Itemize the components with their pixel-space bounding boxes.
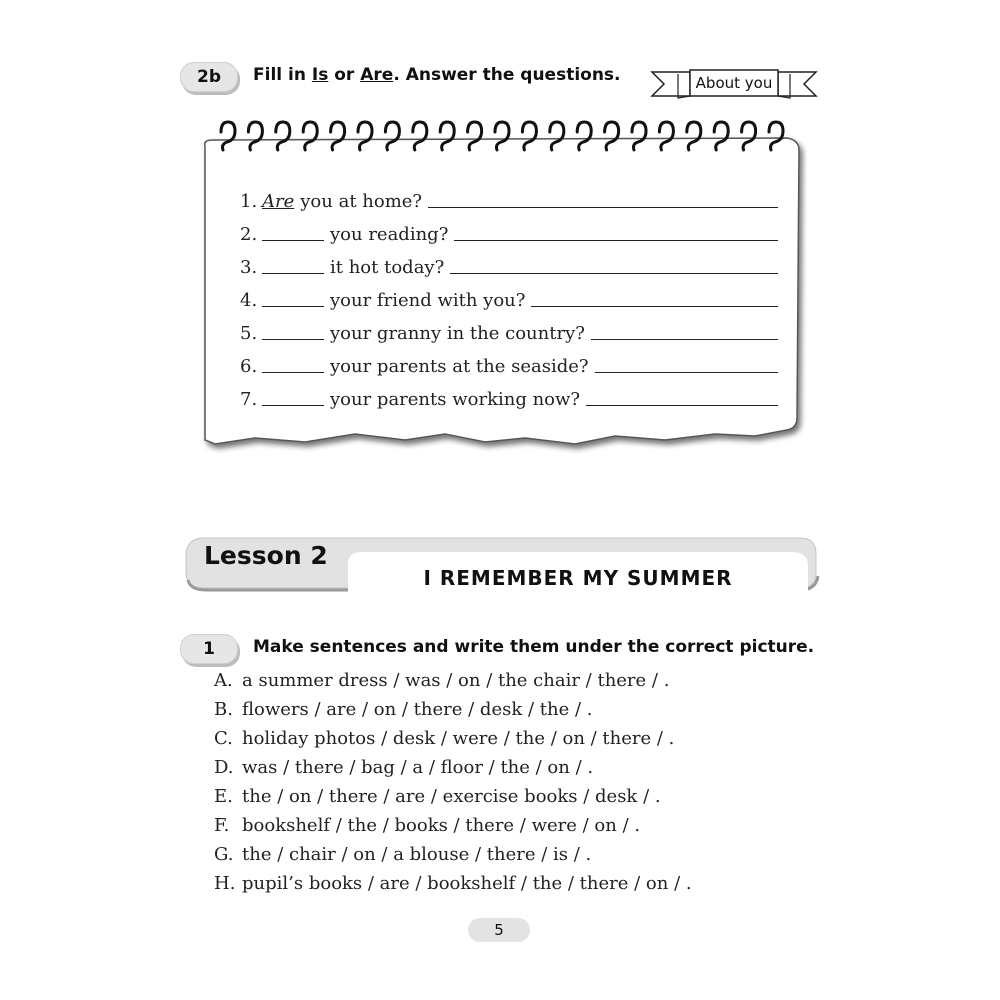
question-text: your friend with you? xyxy=(330,290,526,311)
sentence-item xyxy=(214,757,593,778)
instruction-part: Fill in xyxy=(253,65,312,85)
question-row xyxy=(240,314,778,344)
sentence-item xyxy=(214,670,669,691)
fill-in-blank[interactable] xyxy=(262,404,324,406)
sentence-words: a summer dress / was / on / the chair / there / . xyxy=(242,670,670,691)
fill-in-blank[interactable] xyxy=(262,371,324,373)
instruction-part: or xyxy=(328,65,361,85)
sentence-letter: E. xyxy=(214,786,233,807)
sentence-item xyxy=(214,699,592,720)
exercise-number-badge: 2b xyxy=(180,62,238,92)
word-are: Are xyxy=(360,65,394,85)
sentence-letter: A. xyxy=(214,670,233,691)
lesson-label: Lesson 2 xyxy=(204,541,328,570)
question-number: 4. xyxy=(240,290,258,311)
question-number: 7. xyxy=(240,389,258,410)
question-row xyxy=(240,215,778,245)
question-number: 6. xyxy=(240,356,258,377)
instruction-part: . Answer the questions. xyxy=(393,65,621,85)
sentence-words: pupil’s books / are / bookshelf / the / there / on / . xyxy=(242,873,692,894)
sentence-letter: B. xyxy=(214,699,233,720)
page-number: 5 xyxy=(468,918,530,942)
sentence-item xyxy=(214,815,640,836)
about-you-badge: About you xyxy=(695,74,773,92)
answer-line[interactable] xyxy=(591,338,778,340)
question-text: your granny in the country? xyxy=(330,323,585,344)
question-text: you at home? xyxy=(300,191,423,212)
question-row xyxy=(240,248,778,278)
fill-in-blank[interactable] xyxy=(262,305,324,307)
question-number: 3. xyxy=(240,257,258,278)
fill-in-blank[interactable] xyxy=(262,338,324,340)
sentence-words: was / there / bag / a / floor / the / on / . xyxy=(242,757,594,778)
answer-line[interactable] xyxy=(428,206,778,208)
fill-in-blank[interactable] xyxy=(262,239,324,241)
exercise-instruction xyxy=(253,65,621,85)
sentence-item xyxy=(214,786,661,807)
lesson-title: I REMEMBER MY SUMMER xyxy=(423,566,733,590)
answer-line[interactable] xyxy=(454,239,778,241)
fill-in-blank[interactable] xyxy=(262,272,324,274)
answer-line[interactable] xyxy=(595,371,778,373)
question-number: 5. xyxy=(240,323,258,344)
question-row xyxy=(240,380,778,410)
sentence-item xyxy=(214,728,674,749)
sentence-letter: D. xyxy=(214,757,234,778)
sentence-letter: G. xyxy=(214,844,234,865)
sentence-letter: F. xyxy=(214,815,230,836)
question-text: you reading? xyxy=(330,224,449,245)
question-number: 1. xyxy=(240,191,258,212)
example-answer: Are xyxy=(262,191,295,212)
sentence-item xyxy=(214,844,591,865)
sentence-words: bookshelf / the / books / there / were / on / . xyxy=(242,815,641,836)
answer-line[interactable] xyxy=(586,404,778,406)
sentence-letter: C. xyxy=(214,728,233,749)
answer-line[interactable] xyxy=(450,272,778,274)
exercise-instruction: Make sentences and write them under the correct picture. xyxy=(253,637,815,657)
exercise-number-badge: 1 xyxy=(180,634,238,664)
sentence-words: the / on / there / are / exercise books / desk / . xyxy=(242,786,661,807)
sentence-letter: H. xyxy=(214,873,236,894)
question-row xyxy=(240,182,778,212)
sentence-words: holiday photos / desk / were / the / on / there / . xyxy=(242,728,675,749)
question-text: your parents working now? xyxy=(330,389,581,410)
question-number: 2. xyxy=(240,224,258,245)
question-row xyxy=(240,281,778,311)
question-row xyxy=(240,347,778,377)
sentence-words: the / chair / on / a blouse / there / is / . xyxy=(242,844,592,865)
question-text: your parents at the seaside? xyxy=(330,356,589,377)
question-text: it hot today? xyxy=(330,257,445,278)
answer-line[interactable] xyxy=(531,305,778,307)
sentence-item xyxy=(214,873,692,894)
word-is: Is xyxy=(311,65,329,85)
sentence-words: flowers / are / on / there / desk / the / . xyxy=(242,699,593,720)
